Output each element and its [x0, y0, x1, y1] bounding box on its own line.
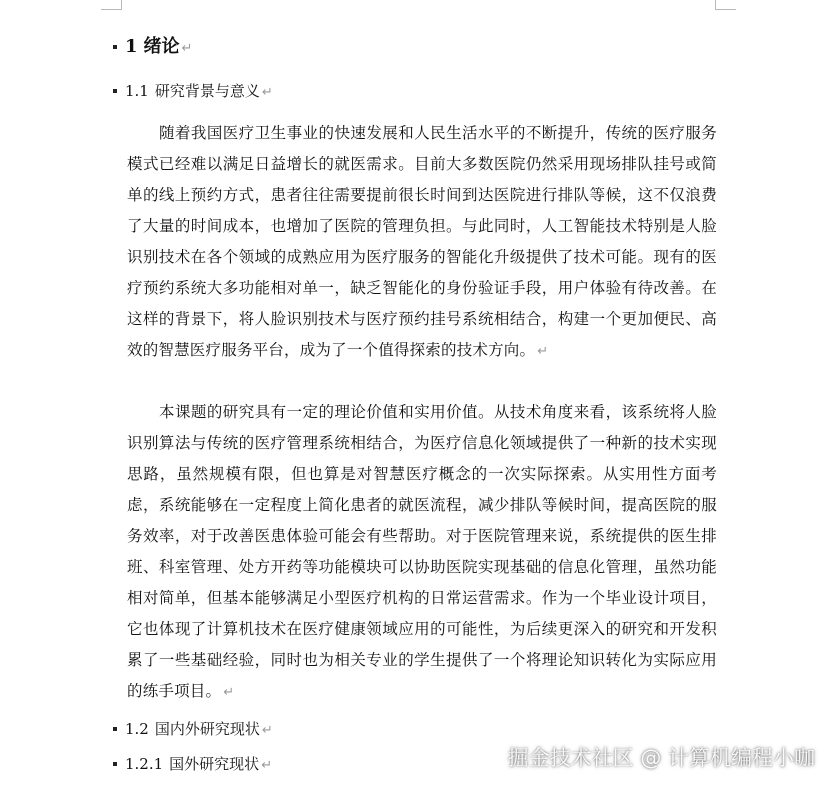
body-paragraph-2[interactable] — [127, 397, 717, 708]
paragraph-text: 本课题的研究具有一定的理论价值和实用价值。从技术角度来看，该系统将人脸识别算法与传统的医疗管理系统相结合，为医疗信息化领域提供了一种新的技术实现思路，虽然规模有限，但也算是对智慧医疗概念的一次实际探索。从实用性方面考虑，系统能够在一定程度上简化患者的就医流程，减少排队等候时间，提高医院的服务效率，对于改善医患体验可能会有些帮助。对于医院管理来说，系统提供的医生排班、科室管理、处方开药等功能模块可以协助医院实现基础的信息化管理，虽然功能相对简单，但基本能够满足小型医疗机构的日常运营需求。作为一个毕业设计项目，它也体现了计算机技术在医疗健康领域应用的可能性，为后续更深入的研究和开发积累了一些基础经验，同时也为相关专业的学生提供了一个将理论知识转化为实际应用的练手项目。 — [127, 403, 717, 700]
heading-title: 研究背景与意义 — [154, 82, 260, 100]
heading-1[interactable] — [113, 32, 192, 58]
heading-title: 绪论 — [143, 36, 180, 57]
heading-number: 1 — [125, 36, 138, 57]
body-paragraph-1[interactable] — [127, 118, 717, 367]
heading-title: 国内外研究现状 — [154, 720, 260, 738]
watermark: 掘金技术社区 @ 计算机编程小咖 — [507, 746, 815, 770]
heading-bullet-icon — [113, 89, 117, 93]
heading-1-2-1[interactable] — [113, 753, 272, 774]
paragraph-mark-icon: ↵ — [261, 758, 273, 773]
heading-bullet-icon — [113, 762, 117, 766]
heading-bullet-icon — [113, 727, 117, 731]
heading-number: 1.1 — [125, 82, 149, 100]
heading-number: 1.2 — [125, 720, 149, 738]
heading-1-2[interactable] — [113, 718, 273, 739]
paragraph-mark-icon: ↵ — [537, 344, 549, 359]
page-corner-mark-right — [715, 0, 736, 10]
heading-number: 1.2.1 — [125, 755, 164, 773]
paragraph-mark-icon: ↵ — [181, 41, 193, 56]
paragraph-mark-icon: ↵ — [261, 723, 273, 738]
paragraph-text: 随着我国医疗卫生事业的快速发展和人民生活水平的不断提升，传统的医疗服务模式已经难以满足日益增长的就医需求。目前大多数医院仍然采用现场排队挂号或简单的线上预约方式，患者往往需要提前很长时间到达医院进行排队等候，这不仅浪费了大量的时间成本，也增加了医院的管理负担。与此同时，人工智能技术特别是人脸识别技术在各个领域的成熟应用为医疗服务的智能化升级提供了技术可能。现有的医疗预约系统大多功能相对单一，缺乏智能化的身份验证手段，用户体验有待改善。在这样的背景下，将人脸识别技术与医疗预约挂号系统相结合，构建一个更加便民、高效的智慧医疗服务平台，成为了一个值得探索的技术方向。 — [127, 124, 717, 359]
page-corner-mark-left — [101, 0, 122, 10]
heading-title: 国外研究现状 — [169, 755, 260, 773]
paragraph-mark-icon: ↵ — [223, 685, 235, 700]
heading-1-1[interactable] — [113, 80, 273, 101]
paragraph-mark-icon: ↵ — [261, 85, 273, 100]
heading-bullet-icon — [113, 45, 117, 49]
